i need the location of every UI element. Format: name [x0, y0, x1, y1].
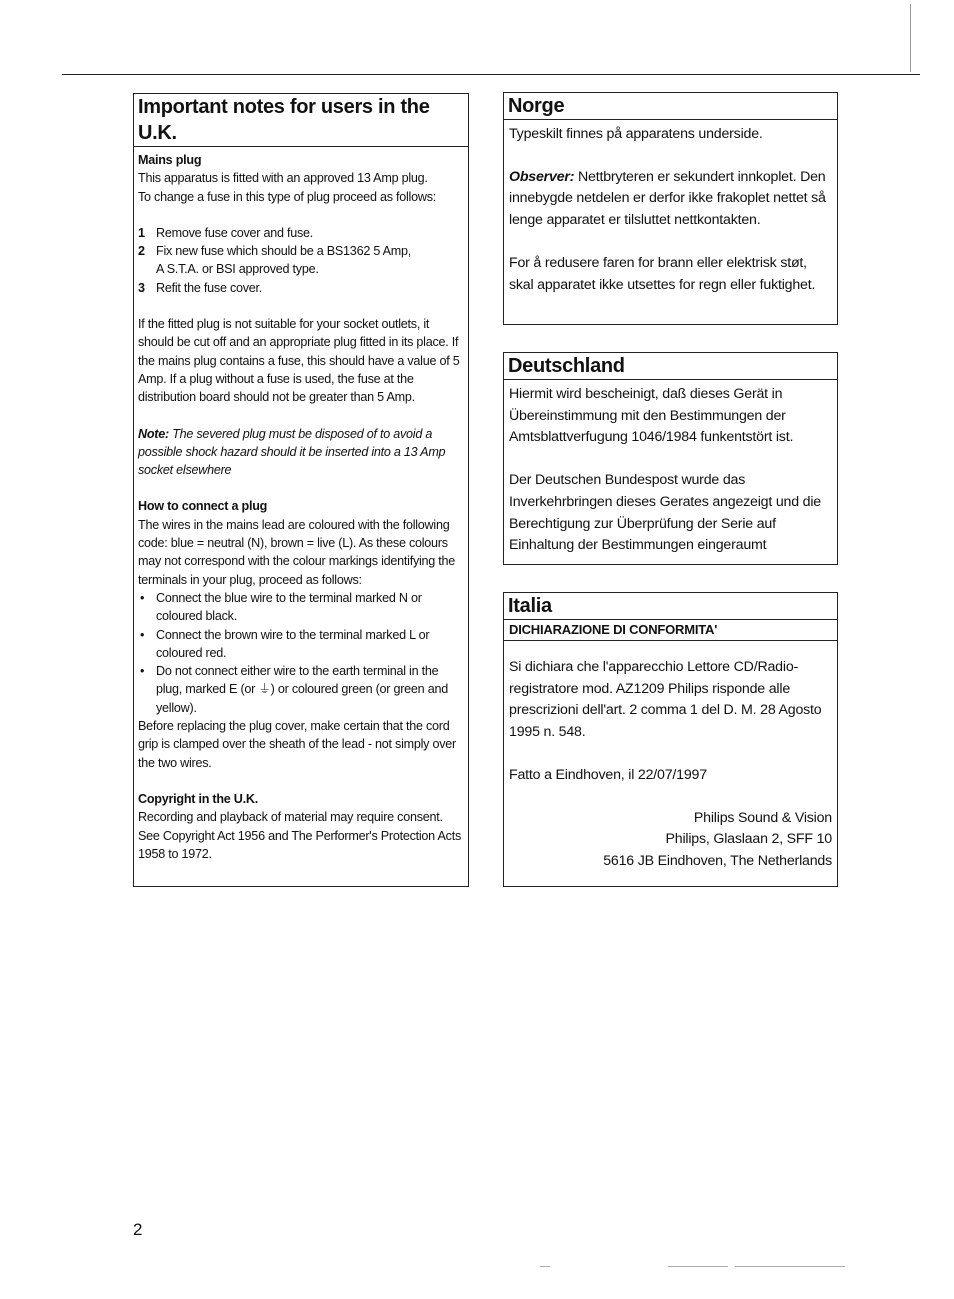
connect-plug-heading: How to connect a plug [138, 499, 268, 514]
italia-place-date: Fatto a Eindhoven, il 22/07/1997 [509, 766, 707, 783]
connect-plug-intro: The wires in the mains lead are coloured with the following code: blue = neutral (N), brown = live (L). As these colours may not correspond with the colour markings identifying the terminals in your plug, proceed as follows: [138, 517, 456, 587]
note-label: Note: [138, 426, 169, 441]
signature-line-2: Philips, Glaslaan 2, SFF 10 [665, 831, 832, 848]
list-item-text: Do not connect either wire to the earth terminal in the plug, marked E (or ⏚) or coloured green (or green and yellow). [156, 664, 448, 715]
fuse-step [138, 279, 464, 297]
italia-subheading: DICHIARAZIONE DI CONFORMITA' [504, 620, 837, 641]
norge-box [503, 92, 838, 325]
note-paragraph [138, 425, 464, 480]
italia-box [503, 592, 838, 887]
footer-mark [540, 1266, 550, 1267]
deutschland-bundespost-text: Der Deutschen Bundespost wurde das Inverkehrbringen dieses Gerates angezeigt und die Berechtigung zur Überprüfung der Serie auf Einhaltung der Bestimmungen eingeraumt [509, 472, 821, 554]
margin-rule-right [910, 4, 911, 72]
norge-type-label-text: Typeskilt finnes på apparatens underside. [509, 126, 763, 142]
deutschland-title: Deutschland [504, 353, 837, 380]
step-number: 2 [138, 244, 145, 259]
plug-not-suitable-text: If the fitted plug is not suitable for your socket outlets, it should be cut off and an appropriate plug fitted in its place. If the mains plug contains a fuse, this should have a value of 5 Amp. If a plug without a fuse is used, the fuse at the distribution board should not be greater than 5 Amp. [138, 317, 460, 405]
step-text: Refit the fuse cover. [156, 280, 263, 295]
note-text: The severed plug must be disposed of to avoid a possible shock hazard should it be inserted into a 13 Amp socket elsewhere [138, 426, 446, 478]
bullet-icon: • [140, 590, 145, 605]
norge-title: Norge [504, 93, 837, 120]
step-text: Remove fuse cover and fuse. [156, 225, 314, 240]
italia-title: Italia [504, 593, 837, 620]
norge-observer-paragraph [509, 167, 832, 232]
observer-text: Nettbryteren er sekundert innkoplet. Den innebygde netdelen er derfor ikke frakoplet nettet så lenge apparatet er tilsluttet nettkontakten. [509, 168, 826, 229]
step-number: 3 [138, 280, 145, 295]
mains-plug-intro-2: To change a fuse in this type of plug proceed as follows: [138, 189, 436, 204]
step-text-line: Fix new fuse which should be a BS1362 5 Amp, [156, 244, 412, 259]
signature-line-1: Philips Sound & Vision [693, 809, 832, 826]
step-number: 1 [138, 225, 145, 240]
italia-declaration-text: Si dichiara che l'apparecchio Lettore CD/Radio-registratore mod. AZ1209 Philips risponde alle prescrizioni dell'art. 2 comma 1 del D. M. 28 Agosto 1995 n. 548. [509, 659, 822, 741]
fuse-step [138, 242, 464, 279]
list-item [138, 589, 464, 626]
cord-grip-text: Before replacing the plug cover, make certain that the cord grip is clamped over the sheath of the lead - not simply over the two wires. [138, 719, 456, 770]
bullet-icon: • [140, 664, 145, 679]
page-number: 2 [133, 1220, 143, 1239]
list-item [138, 662, 464, 717]
step-text [156, 242, 411, 279]
observer-label: Observer: [509, 168, 575, 185]
uk-title: Important notes for users in the U.K. [134, 94, 468, 147]
deutschland-certificate-text: Hiermit wird bescheinigt, daß dieses Gerät in Übereinstimmung mit den Bestimmungen der Amtsblattverfugung 1046/1984 funkentstört ist. [509, 386, 794, 446]
norge-warning-text: For å redusere faren for brann eller elektrisk støt, skal apparatet ikke utsettes for regn eller fuktighet. [509, 254, 816, 293]
deutschland-box [503, 352, 838, 565]
list-item-text: Connect the brown wire to the terminal marked L or coloured red. [156, 627, 430, 660]
list-item [138, 626, 464, 663]
footer-mark [668, 1266, 728, 1267]
fuse-step [138, 224, 464, 242]
step-text-line: A S.T.A. or BSI approved type. [156, 262, 319, 277]
list-item-text: Connect the blue wire to the terminal marked N or coloured black. [156, 590, 422, 624]
bullet-icon: • [140, 627, 145, 642]
mains-plug-intro-1: This apparatus is fitted with an approved 13 Amp plug. [138, 171, 428, 186]
header-rule [62, 74, 920, 75]
uk-notes-box [133, 93, 469, 887]
mains-plug-heading: Mains plug [138, 153, 202, 167]
footer-mark [735, 1266, 845, 1267]
signature-line-3: 5616 JB Eindhoven, The Netherlands [603, 852, 832, 869]
copyright-text: Recording and playback of material may require consent. See Copyright Act 1956 and The Performer's Protection Acts 1958 to 1972. [138, 810, 461, 861]
copyright-heading: Copyright in the U.K. [138, 791, 258, 806]
